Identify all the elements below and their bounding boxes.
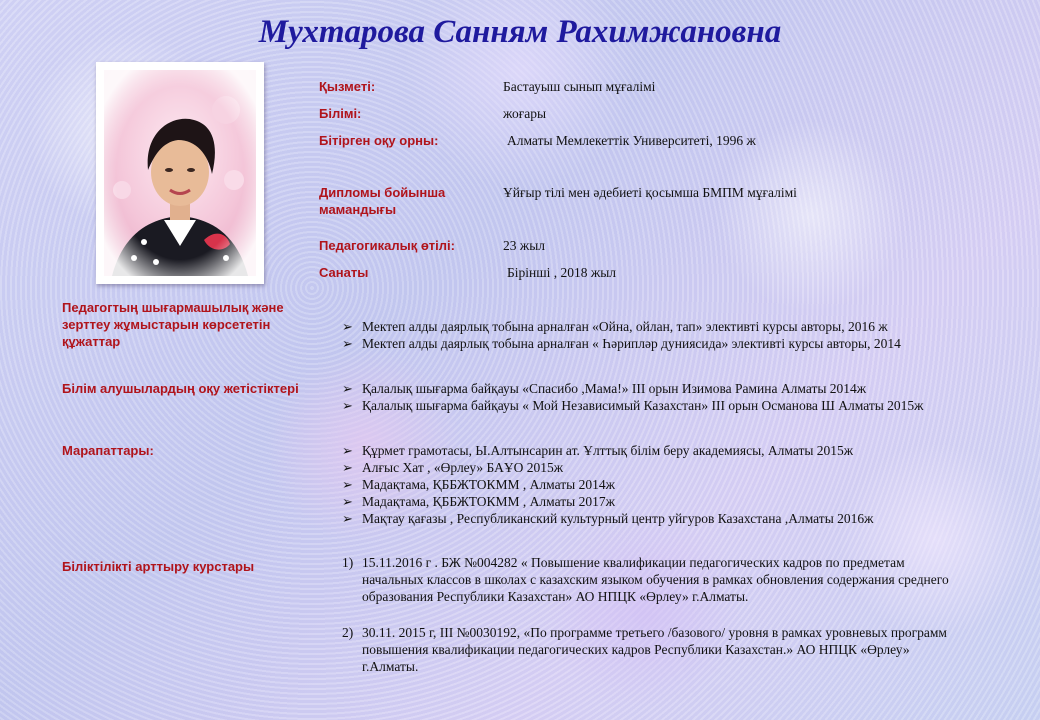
- info-label-specialty: Дипломы бойынша мамандығы: [319, 185, 446, 217]
- info-label-institution: Бітірген оқу орны:: [319, 133, 439, 148]
- page-title: Мухтарова Санням Рахимжановна: [258, 14, 782, 50]
- research-list: [340, 318, 980, 352]
- info-value-position: Бастауыш сынып мұғалімі: [503, 79, 656, 94]
- list-item: ➢ Құрмет грамотасы, Ы.Алтынсарин ат. Ұлттық білім беру академиясы, Алматы 2015ж: [342, 443, 854, 458]
- awards-label: Марапаттары:: [62, 443, 154, 458]
- info-value-category: Бірінші , 2018 жыл: [507, 265, 617, 280]
- info-value-education: жоғары: [503, 106, 547, 121]
- list-item: ➢ Мақтау қағазы , Республиканский культурный центр уйгуров Казахстана ,Алматы 2016ж: [342, 511, 874, 526]
- info-value-institution: Алматы Мемлекеттік Университеті, 1996 ж: [507, 133, 756, 148]
- courses-label: Біліктілікті арттыру курстары: [62, 559, 255, 574]
- achievements-list: [340, 380, 960, 414]
- list-item: ➢ Қалалық шығарма байқауы «Спасибо ,Мама!» III орын Изимова Рамина Алматы 2014ж: [342, 381, 867, 396]
- info-value-specialty: Ұйғыр тілі мен әдебиеті қосымша БМПМ мұғалімі: [503, 185, 797, 200]
- awards-list: [340, 442, 980, 527]
- list-item: ➢ Мектеп алды даярлық тобына арналған «Ойна, ойлан, тап» элективті курсы авторы, 2016 ж: [342, 319, 888, 334]
- list-item: ➢ Мектеп алды даярлық тобына арналған « Һәрипләр дуниясида» элективті курсы авторы, 2014: [342, 336, 901, 351]
- list-item: ➢ Мадақтама, ҚББЖТОКММ , Алматы 2014ж: [342, 477, 615, 492]
- portrait-image: [104, 70, 256, 276]
- list-item: ➢ Мадақтама, ҚББЖТОКММ , Алматы 2017ж: [342, 494, 615, 509]
- info-value-experience: 23 жыл: [503, 238, 546, 253]
- info-label-education: Білімі:: [319, 106, 362, 121]
- course-item-1: 1) 15.11.2016 г . БЖ №004282 « Повышение квалификации педагогических кадров по предметам начальных классов в школах с казахским языком обучения в рамках обновления содержания среднего образования Республики Казахстан» АО НПЦК «Өрлеу» г.Алматы.: [342, 555, 949, 604]
- list-item: ➢ Қалалық шығарма байқауы « Мой Независимый Казахстан» III орын Османова Ш Алматы 2015ж: [342, 398, 924, 413]
- info-label-category: Санаты: [319, 265, 369, 280]
- achievements-label: Білім алушылардың оқу жетістіктері: [62, 381, 299, 396]
- info-label-experience: Педагогикалық өтілі:: [319, 238, 455, 253]
- info-label-position: Қызметі:: [319, 79, 376, 94]
- course-item-2: 2) 30.11. 2015 г, III №0030192, «По программе третьего /базового/ уровня в рамках уровневых программ повышения квалификации педагогических кадров Республики Казахстан.» АО НПЦК «Өрлеу» г.Алматы.: [342, 625, 947, 674]
- portrait-photo: [96, 62, 264, 284]
- research-label: Педагогтың шығармашылық және зерттеу жұмыстарын көрсететін құжаттар: [62, 300, 284, 349]
- list-item: ➢ Алғыс Хат , «Өрлеу» БАҰО 2015ж: [342, 460, 564, 475]
